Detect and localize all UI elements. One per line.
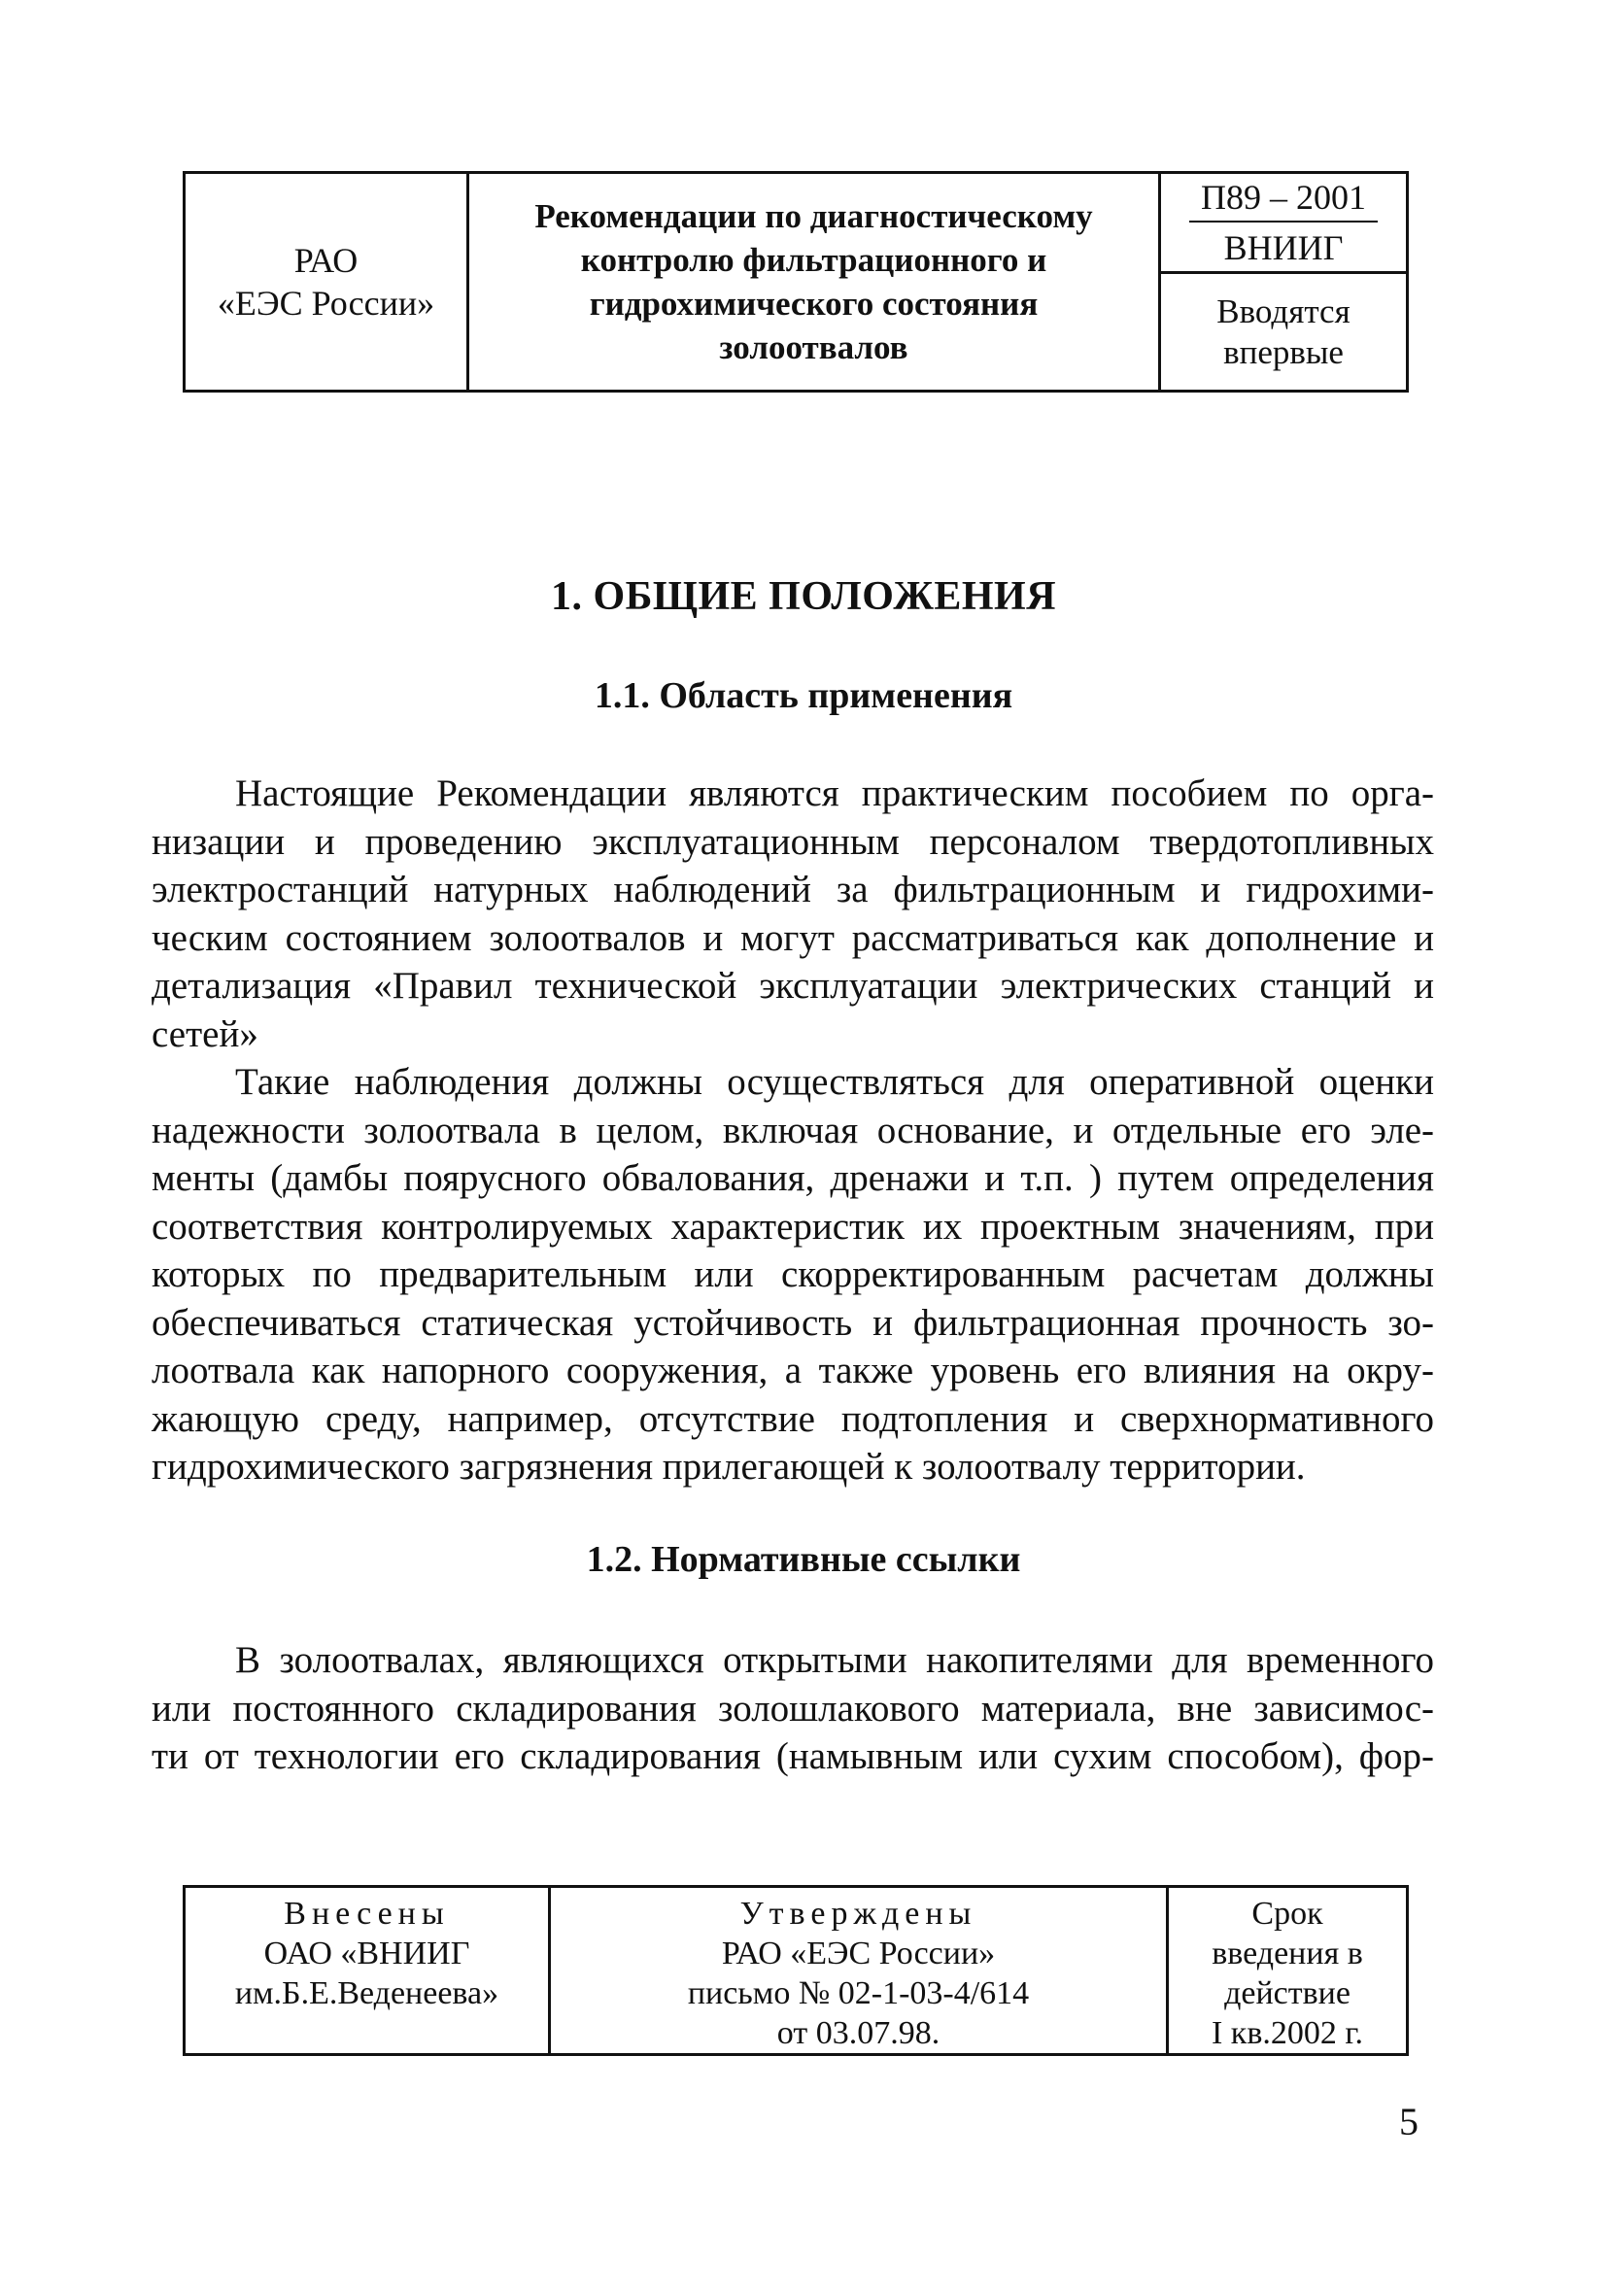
footer-cell-line: введения в xyxy=(1212,1936,1363,1971)
footer-approved-cell xyxy=(551,1888,1169,2053)
text-line: или постоянного складирования золошлакового материала, вне зависимос- xyxy=(152,1687,1434,1730)
footer-cell-line: РАО «ЕЭС России» xyxy=(721,1936,996,1971)
header-table xyxy=(183,171,1409,393)
footer-table xyxy=(183,1885,1409,2056)
text-line: Настоящие Рекомендации являются практическим пособием по орга- xyxy=(235,772,1434,814)
status-line-2: впервые xyxy=(1223,332,1344,371)
text-line: детализация «Правил технической эксплуатации электрических станций и xyxy=(152,965,1434,1007)
footer-cell-line: от 03.07.98. xyxy=(776,2015,940,2051)
footer-cell-line: I кв.2002 г. xyxy=(1211,2015,1363,2051)
doc-title-line: золоотвалов xyxy=(719,328,908,366)
doc-title-line: гидрохимического состояния xyxy=(589,285,1039,323)
text-line: жающую среду, например, отсутствие подтопления и сверхнормативного xyxy=(152,1397,1434,1440)
text-line: менты (дамбы поярусного обвалования, дренажи и т.п. ) путем определения xyxy=(152,1157,1434,1199)
text-line: сетей» xyxy=(152,1012,258,1055)
text-line: В золоотвалах, являющихся открытыми накопителями для временного xyxy=(235,1639,1434,1681)
footer-cell-line: Срок xyxy=(1251,1896,1323,1932)
subsection-title-references: 1.2. Нормативные ссылки xyxy=(586,1539,1021,1580)
footer-cell-line: Внесены xyxy=(284,1896,450,1932)
doc-title-line: Рекомендации по диагностическому xyxy=(534,197,1093,235)
subsection-title-scope: 1.1. Область применения xyxy=(594,675,1013,716)
text-line: электростанций натурных наблюдений за фильтрационным и гидрохими- xyxy=(152,869,1434,910)
text-line: низации и проведению эксплуатационным персоналом твердотопливных xyxy=(152,820,1434,863)
section-title: 1. ОБЩИЕ ПОЛОЖЕНИЯ xyxy=(550,574,1057,619)
header-title-cell xyxy=(469,174,1161,390)
org-line-2: «ЕЭС России» xyxy=(217,284,435,323)
footer-introduced-cell xyxy=(186,1888,551,2053)
doc-organization: ВНИИГ xyxy=(1223,228,1344,267)
text-line: соответствия контролируемых характеристик их проектным значениям, при xyxy=(152,1205,1434,1248)
text-line: лоотвала как напорного сооружения, а также уровень его влияния на окру- xyxy=(152,1350,1434,1391)
subsection-references-text xyxy=(152,1636,1434,1781)
text-line: гидрохимического загрязнения прилегающей к золоотвалу территории. xyxy=(152,1446,1306,1488)
footer-cell-line: письмо № 02-1-03-4/614 xyxy=(687,1975,1030,2011)
footer-cell-line: действие xyxy=(1224,1975,1351,2011)
text-line: ческим состоянием золоотвалов и могут рассматриваться как дополнение и xyxy=(152,916,1434,959)
footer-cell-line: ОАО «ВНИИГ xyxy=(263,1936,470,1971)
subsection-scope-text xyxy=(152,770,1434,1491)
header-organization-cell xyxy=(186,174,469,390)
text-line: ти от технологии его складирования (намывным или сухим способом), фор- xyxy=(152,1735,1434,1777)
doc-title-line: контролю фильтрационного и xyxy=(580,241,1047,279)
page-number: 5 xyxy=(1399,2100,1419,2143)
footer-cell-line: им.Б.Е.Веденеева» xyxy=(234,1975,499,2011)
org-line-1: РАО xyxy=(293,241,359,280)
header-code-cell xyxy=(1161,174,1406,390)
status-line-1: Вводятся xyxy=(1216,291,1351,330)
text-line: обеспечиваться статическая устойчивость и фильтрационная прочность зо- xyxy=(152,1301,1434,1344)
doc-code: П89 – 2001 xyxy=(1189,176,1378,223)
text-line: надежности золоотвала в целом, включая основание, и отдельные его эле- xyxy=(152,1109,1434,1151)
doc-status xyxy=(1161,274,1406,390)
text-line: которых по предварительным или скорректированным расчетам должны xyxy=(152,1253,1434,1295)
footer-effective-date-cell xyxy=(1169,1888,1406,2053)
text-line: Такие наблюдения должны осуществляться для оперативной оценки xyxy=(235,1061,1434,1103)
footer-cell-line: Утверждены xyxy=(739,1896,977,1932)
